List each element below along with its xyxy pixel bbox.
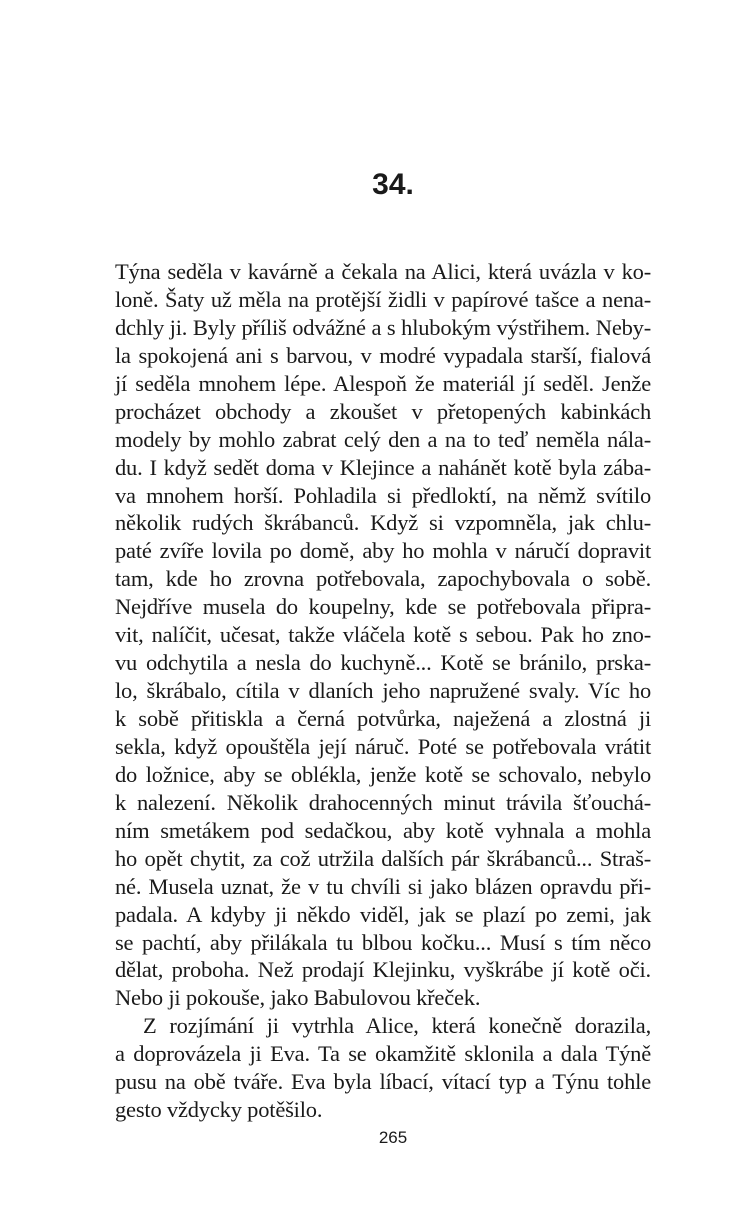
text-line: jí seděla mnohem lépe. Alespoň že materiál jí seděl. Jenže (115, 370, 651, 396)
text-line: pusu na obě tváře. Eva byla líbací, vítací typ a Týnu tohle (115, 1069, 651, 1095)
text-line: du. I když sedět doma v Klejince a nahánět kotě byla zába- (115, 454, 651, 480)
text-line: dělat, proboha. Než prodají Klejinku, vyškrábe jí kotě oči. (115, 957, 651, 983)
text-line: k nalezení. Několik drahocenných minut trávila šťouchá- (115, 789, 651, 815)
text-line: Týna seděla v kavárně a čekala na Alici, která uvázla v ko- (115, 259, 651, 284)
text-line: né. Musela uznat, že v tu chvíli si jako blázen opravdu při- (115, 873, 651, 899)
text-line: gesto vždycky potěšilo. (115, 1097, 323, 1123)
text-line: se pachtí, aby přilákala tu blbou kočku... Musí s tím něco (115, 929, 651, 955)
text-line: Z rozjímání ji vytrhla Alice, která konečně dorazila, (143, 1013, 651, 1039)
text-line: lo, škrábalo, cítila v dlaních jeho napružené svaly. Víc ho (115, 678, 651, 704)
text-line: la spokojená ani s barvou, v modré vypadala starší, fialová (115, 342, 651, 368)
text-line: va mnohem horší. Pohladila si předloktí, na němž svítilo (115, 482, 651, 508)
text-line: dchly ji. Byly příliš odvážné a s hlubokým výstřihem. Neby- (115, 314, 651, 340)
text-line: vu odchytila a nesla do kuchyně... Kotě se bránilo, prska- (115, 650, 651, 676)
text-line: ho opět chytit, za což utržila dalších pár škrábanců... Straš- (115, 845, 651, 871)
paragraph-2 (115, 1012, 651, 1124)
text-line: do ložnice, aby se oblékla, jenže kotě se schovalo, nebylo (115, 761, 651, 787)
chapter-heading: 34. (372, 168, 414, 201)
text-line: padala. A kdyby ji někdo viděl, jak se plazí po zemi, jak (115, 901, 651, 927)
text-line: paté zvíře lovila po domě, aby ho mohla v náručí dopravit (115, 538, 651, 564)
text-line: vit, nalíčit, učesat, takže vláčela kotě s sebou. Pak ho zno- (115, 622, 651, 648)
text-line: sekla, když opouštěla její náruč. Poté se potřebovala vrátit (115, 733, 651, 759)
text-line: ním smetákem pod sedačkou, aby kotě vyhnala a mohla (115, 817, 651, 843)
page-number: 265 (378, 1128, 408, 1147)
text-line: Nebo ji pokouše, jako Babulovou křeček. (115, 985, 481, 1011)
text-line: několik rudých škrábanců. Když si vzpomněla, jak chlu- (115, 510, 651, 536)
text-line: loně. Šaty už měla na protější židli v papírové tašce a nena- (115, 286, 651, 312)
text-line: k sobě přitiskla a černá potvůrka, naježená a zlostná ji (115, 706, 651, 731)
body-text (115, 258, 651, 1124)
text-line: modely by mohlo zabrat celý den a na to teď neměla nála- (115, 426, 651, 452)
text-line: tam, kde ho zrovna potřebovala, zapochybovala o sobě. (115, 566, 651, 592)
text-line: procházet obchody a zkoušet v přetopených kabinkách (115, 398, 651, 424)
text-line: Nejdříve musela do koupelny, kde se potřebovala připra- (115, 594, 651, 620)
paragraph-1 (115, 258, 651, 1012)
text-line: a doprovázela ji Eva. Ta se okamžitě sklonila a dala Týně (115, 1041, 651, 1067)
